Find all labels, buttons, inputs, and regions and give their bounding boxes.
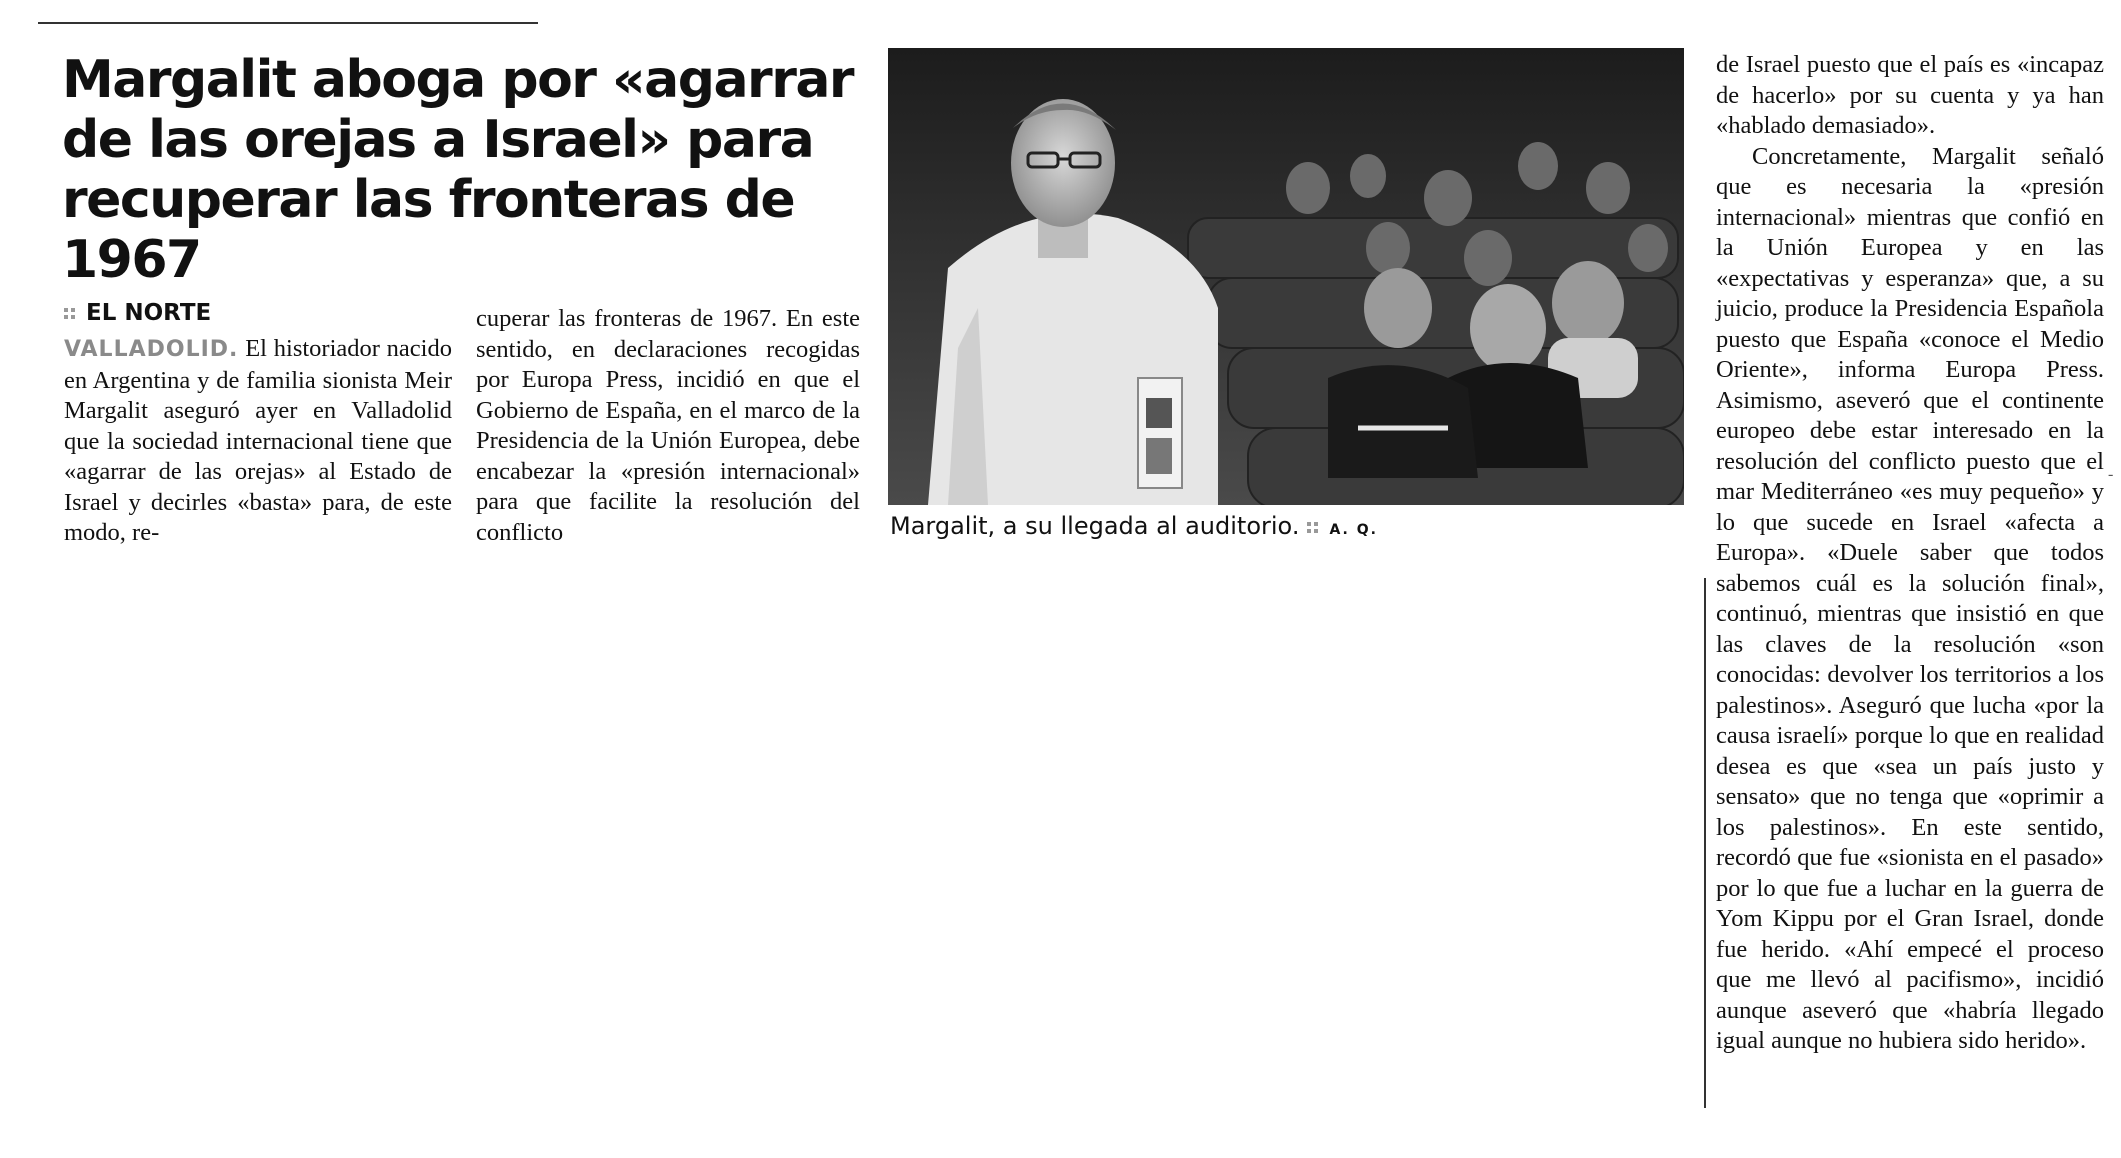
column-rule — [1704, 578, 1706, 1108]
news-photo — [888, 48, 1684, 505]
photo-credit: A. Q. — [1329, 522, 1378, 538]
bullet-dots-icon — [1307, 520, 1321, 534]
top-rule — [38, 22, 538, 24]
scan-mark — [24, 28, 46, 42]
scan-tick-mark: - — [2108, 466, 2114, 483]
text-column-1 — [64, 334, 452, 549]
paragraph — [64, 334, 452, 549]
bullet-dots-icon — [64, 306, 78, 320]
paragraph: cuperar las fronteras de 1967. En este sentido, en declaraciones recogidas por Europa Press, incidió en que el Gobierno de España, en el marco de la Presidencia de la Unión Europea, debe encabezar la «presión internacional» para que facilite la resolución del conflicto — [476, 305, 860, 546]
photo-caption — [890, 512, 1378, 544]
paragraph: Concretamente, Margalit señaló que es necesaria la «presión internacional» mientras que confió en la Unión Europea y en las «expectativas y esperanza» que, a su juicio, produce la Presidencia Española puesto que España «conoce el Medio Oriente», informa Europa Press. Asimismo, aseveró que el continente europeo debe estar interesado en la resolución del conflicto puesto que el mar Mediterráneo «es muy pequeño» y lo que sucede en Israel «afecta a Europa». «Duele saber que todos sabemos cuál es la solución final», continuó, mientras que insistió en que las claves de la resolución «son conocidas: devolver los territorios a los palestinos». Aseguró que lucha «por la causa israelí» porque lo que en realidad desea es que «sea un país justo y sensato» que no tenga que «oprimir a los palestinos». En este sentido, recordó que fue «sionista en el pasado» por lo que fue a luchar en la guerra de Yom Kippu por el Gran Israel, donde fue herido. «Ahí empecé el proceso que me llevó al pacifismo», incidió aunque aseveró que «habría llegado igual aunque no hubiera sido herido». — [1716, 142, 2104, 1054]
text-column-2 — [476, 304, 860, 548]
paragraph: de Israel puesto que el país es «incapaz de hacerlo» por su cuenta y ya han «hablado demasiado». — [1716, 51, 2104, 139]
paragraph-text: El historiador nacido en Argentina y de familia sionista Meir Margalit aseguró ayer en Valladolid que la sociedad internacional tiene que «agarrar de las orejas» al Estado de Israel y decirles «basta» para, de este modo, re- — [64, 335, 452, 546]
caption-text: Margalit, a su llegada al auditorio. — [890, 512, 1300, 540]
byline — [64, 300, 211, 326]
headline: Margalit aboga por «agarrar de las orejas a Israel» para recuperar las fronteras de 1967 — [62, 50, 854, 290]
text-column-3 — [1716, 50, 2104, 1057]
auditorium-photo-image — [888, 48, 1684, 505]
dateline: VALLADOLID. — [64, 337, 239, 362]
byline-text: EL NORTE — [86, 300, 212, 326]
